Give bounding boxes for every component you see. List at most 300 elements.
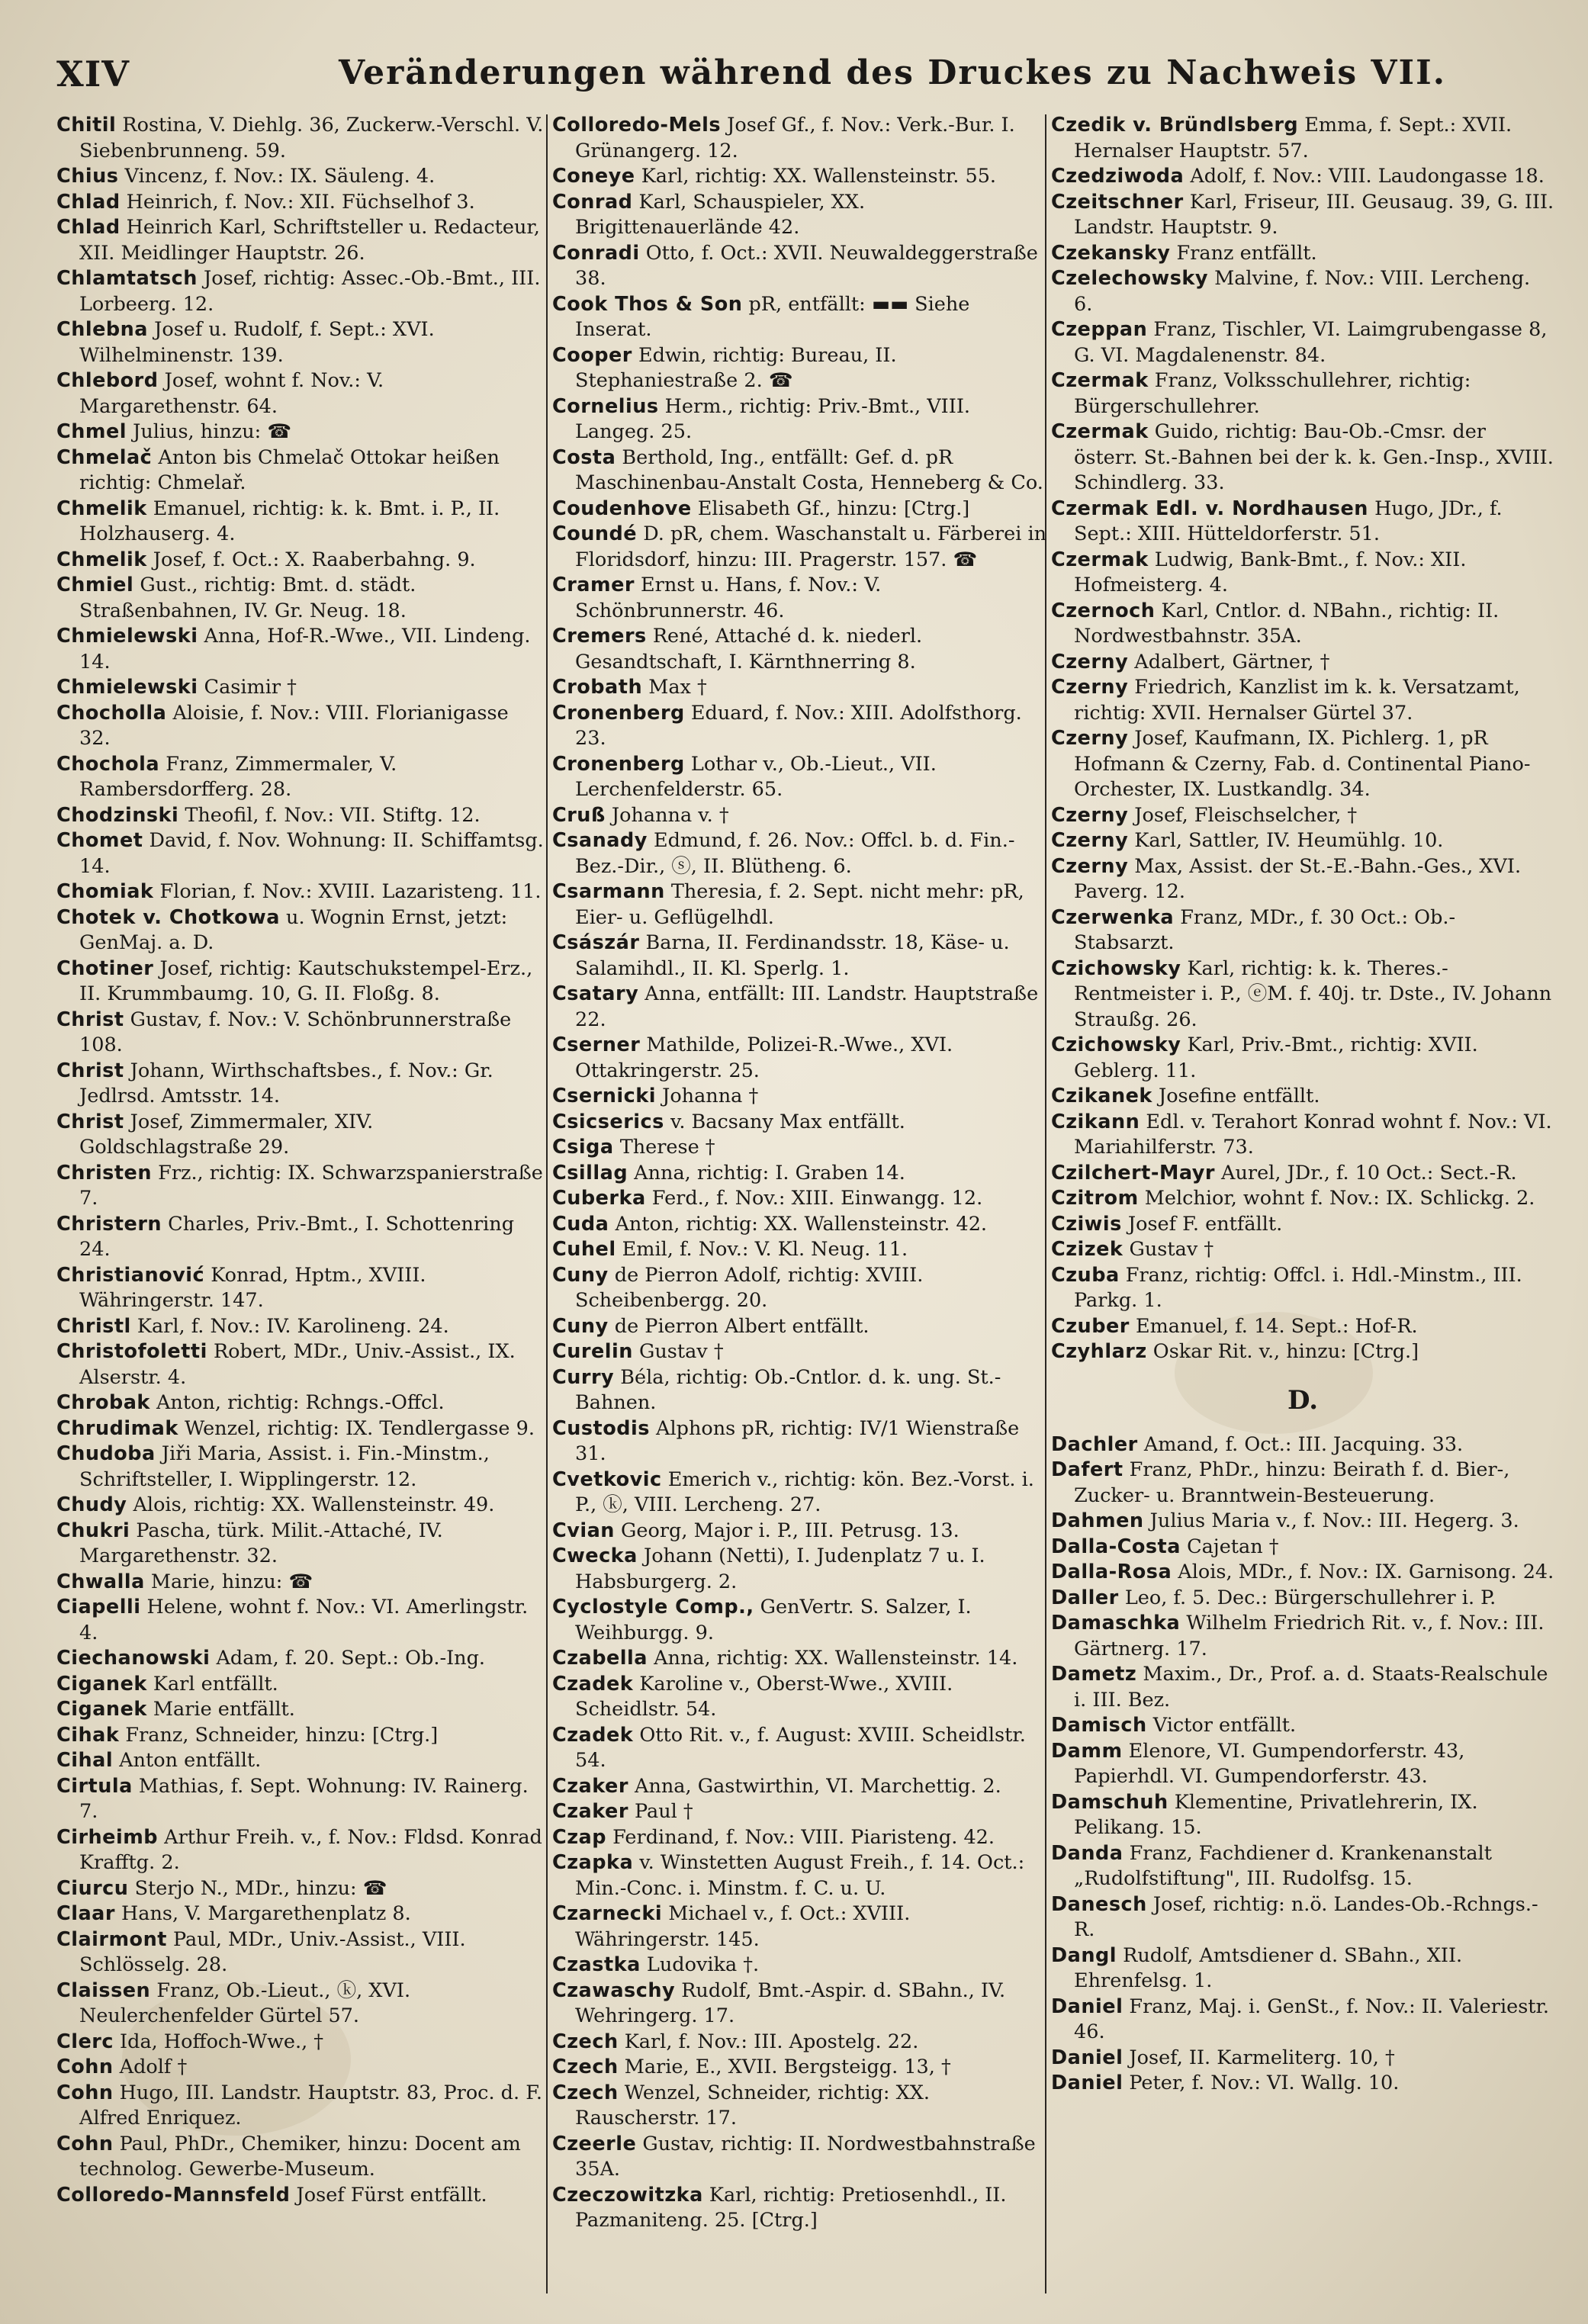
directory-entry (56, 1161, 545, 1212)
entry-surname: Czizek (1051, 1238, 1123, 1261)
directory-entry (1051, 650, 1554, 676)
entry-surname: Chrobak (56, 1391, 150, 1414)
entry-details: Emanuel, f. 14. Sept.: Hof-R. (1129, 1314, 1418, 1338)
entry-surname: Damschuh (1051, 1790, 1168, 1814)
directory-entry (1051, 190, 1554, 241)
entry-details: Franz, richtig: Offcl. i. Hdl.-Minstm., III. Parkg. 1. (1074, 1263, 1522, 1312)
directory-entry (552, 1850, 1048, 1901)
entry-surname: Cwecka (552, 1545, 638, 1567)
directory-entry (56, 1901, 545, 1927)
entry-surname: Clairmont (56, 1927, 167, 1951)
entry-details: Josef, Fleischselcher, † (1128, 803, 1358, 827)
entry-surname: Czedziwoda (1051, 165, 1185, 188)
entry-details: Julius Maria v., f. Nov.: III. Hegerg. 3. (1143, 1509, 1519, 1532)
entry-details: Helene, wohnt f. Nov.: VI. Amerlingstr. 4. (79, 1596, 529, 1644)
directory-entry (1051, 419, 1554, 497)
entry-surname: Cuda (552, 1212, 609, 1236)
entry-details: Wenzel, Schneider, richtig: XX. Rauscherstr. 17. (575, 2081, 931, 2130)
directory-entry (1051, 164, 1554, 190)
entry-surname: Cziwis (1051, 1212, 1122, 1236)
entry-details: Karl, f. Nov.: III. Apostelg. 22. (618, 2030, 919, 2053)
directory-entry (552, 113, 1048, 164)
directory-entry (56, 1697, 545, 1723)
entry-details: Johanna † (655, 1085, 759, 1107)
entry-surname: Czichowsky (1051, 1033, 1181, 1056)
directory-entry (552, 394, 1048, 445)
entry-details: Leo, f. 5. Dec.: Bürgerschullehrer i. P. (1118, 1586, 1496, 1609)
directory-entry (552, 828, 1048, 879)
entry-surname: Czawaschy (552, 1978, 676, 2002)
directory-entry (552, 879, 1048, 931)
entry-surname: Czarnecki (552, 1902, 663, 1925)
directory-entry (56, 445, 545, 497)
entry-details: Rostina, V. Diehlg. 36, Zuckerw.-Verschl. V. Siebenbrunneng. 59. (79, 114, 544, 162)
entry-surname: Costa (552, 445, 616, 469)
entry-details: Casimir † (198, 676, 297, 699)
entry-surname: Cruß (552, 803, 606, 827)
entry-details: Aloisie, f. Nov.: VIII. Florianigasse 32. (79, 701, 509, 750)
entry-surname: Chmelik (56, 497, 147, 520)
directory-entry (552, 2081, 1048, 2132)
directory-entry (552, 1263, 1048, 1314)
entry-details: Franz, Zimmermaler, V. Rambersdorfferg. 28. (79, 752, 397, 801)
directory-entry (552, 1467, 1048, 1519)
directory-entry (1051, 497, 1554, 548)
entry-surname: Chmelač (56, 445, 153, 469)
directory-entry (552, 522, 1048, 573)
entry-details: Marie entfällt. (146, 1698, 295, 1721)
entry-details: Rudolf, Amtsdiener d. SBahn., XII. Ehrenfelsg. 1. (1074, 1943, 1463, 1992)
entry-details: Oskar Rit. v., hinzu: [Ctrg.] (1146, 1340, 1419, 1363)
entry-details: Pascha, türk. Milit.-Attaché, IV. Margarethenstr. 32. (79, 1519, 443, 1567)
directory-entry (552, 1161, 1048, 1187)
directory-entry (56, 1212, 545, 1263)
directory-entry (1051, 828, 1554, 854)
entry-details: Jiři Maria, Assist. i. Fin.-Minstm., Schriftsteller, I. Wipplingerstr. 12. (79, 1442, 490, 1491)
directory-entry (1051, 1790, 1554, 1841)
entry-surname: Dafert (1051, 1458, 1123, 1481)
running-title: Veränderungen während des Druckes zu Nachweis VII. (339, 53, 1447, 92)
directory-entry (56, 1519, 545, 1570)
entry-details: Anton entfällt. (113, 1749, 262, 1772)
directory-entry (56, 828, 545, 879)
entry-surname: Chmiel (56, 574, 134, 596)
directory-entry (56, 701, 545, 752)
entry-surname: Czech (552, 2030, 619, 2053)
directory-entry (1051, 2046, 1554, 2072)
directory-entry (1051, 1995, 1554, 2046)
directory-entry (1051, 1586, 1554, 1612)
directory-entry (552, 1365, 1048, 1416)
directory-entry (552, 343, 1048, 394)
directory-entry (1051, 1110, 1554, 1161)
entry-details: Karl, Cntlor. d. NBahn., richtig: II. Nordwestbahnstr. 35A. (1074, 599, 1500, 648)
entry-surname: Cuny (552, 1263, 609, 1287)
entry-details: Franz, Fachdiener d. Krankenanstalt „Rudolfstiftung", III. Rudolfsg. 15. (1074, 1841, 1492, 1890)
entry-details: Max † (642, 676, 707, 699)
entry-details: Emerich v., richtig: kön. Bez.-Vorst. i. P., ⓚ, VIII. Lercheng. 27. (575, 1467, 1034, 1516)
entry-surname: Cornelius (552, 394, 659, 418)
entry-details: Elisabeth Gf., hinzu: [Ctrg.] (691, 497, 970, 520)
entry-details: Victor entfällt. (1146, 1714, 1297, 1737)
entry-details: Michael v., f. Oct.: XVIII. Währingerstr. 145. (575, 1902, 911, 1951)
entry-surname: Czichowsky (1051, 956, 1181, 980)
entry-surname: Damaschka (1051, 1612, 1181, 1635)
entry-surname: Cuhel (552, 1238, 616, 1261)
directory-entry (1051, 854, 1554, 905)
entry-surname: Csatary (552, 982, 639, 1005)
entry-details: Barna, II. Ferdinandsstr. 18, Käse- u. Salamihdl., II. Kl. Sperlg. 1. (575, 931, 1010, 980)
directory-entry (56, 497, 545, 548)
entry-surname: Danesch (1051, 1892, 1147, 1916)
directory-entry (1051, 1713, 1554, 1739)
directory-entry (552, 1519, 1048, 1545)
entry-surname: Cihak (56, 1723, 120, 1747)
entry-details: Anna, entfällt: III. Landstr. Hauptstraße 22. (575, 982, 1039, 1031)
entry-surname: Danda (1051, 1841, 1123, 1865)
entry-details: Edwin, richtig: Bureau, II. Stephaniestraße 2. ☎ (575, 343, 897, 392)
entry-surname: Czermak (1051, 369, 1149, 392)
entry-surname: Czilchert-Mayr (1051, 1161, 1215, 1185)
directory-entry (56, 1008, 545, 1059)
entry-surname: Curry (552, 1365, 615, 1389)
entry-surname: Czermak (1051, 548, 1149, 571)
entry-details: Adam, f. 20. Sept.: Ob.-Ing. (210, 1647, 485, 1670)
entry-surname: Cramer (552, 574, 635, 596)
entry-surname: Czaker (552, 1774, 628, 1798)
entry-surname: Czeppan (1051, 318, 1148, 341)
entry-details: Emil, f. Nov.: V. Kl. Neug. 11. (616, 1238, 908, 1261)
entry-details: Franz, Ob.-Lieut., ⓚ, XVI. Neulerchenfelder Gürtel 57. (79, 1978, 411, 2027)
entry-details: pR, entfällt: ▬▬ Siehe Inserat. (575, 292, 970, 341)
entry-surname: Cihal (56, 1749, 114, 1772)
directory-entry (56, 752, 545, 803)
entry-surname: Clerc (56, 2030, 114, 2053)
entry-surname: Czerny (1051, 803, 1129, 827)
entry-details: Theofil, f. Nov.: VII. Stiftg. 12. (178, 803, 481, 827)
entry-details: Alphons pR, richtig: IV/1 Wienstraße 31. (575, 1416, 1020, 1465)
entry-details: Adolf, f. Nov.: VIII. Laudongasse 18. (1184, 165, 1545, 188)
entry-surname: Cuny (552, 1314, 609, 1338)
entry-surname: Chlamtatsch (56, 267, 198, 290)
directory-entry (1051, 1458, 1554, 1509)
entry-details: Karl, richtig: k. k. Theres.-Rentmeister i. P., ⓔM. f. 40j. tr. Dste., IV. Johann Straußg. 26. (1074, 956, 1552, 1031)
directory-entry (1051, 1263, 1554, 1314)
entry-details: Otto, f. Oct.: XVII. Neuwaldeggerstraße 38. (575, 241, 1038, 290)
entry-surname: Csanady (552, 829, 648, 852)
column-1 (56, 113, 545, 2293)
entry-surname: Chmelik (56, 548, 147, 571)
entry-details: Gustav † (1123, 1238, 1214, 1261)
entry-surname: Chotiner (56, 956, 154, 980)
entry-surname: Czerny (1051, 727, 1129, 750)
directory-entry (56, 1442, 545, 1493)
directory-entry (56, 548, 545, 574)
entry-surname: Damm (1051, 1739, 1123, 1763)
column-divider (546, 114, 548, 2293)
entry-details: Berthold, Ing., entfällt: Gef. d. pR Maschinenbau-Anstalt Costa, Henneberg & Co. (575, 445, 1043, 494)
entry-surname: Chocholla (56, 701, 167, 725)
entry-details: Josef, Kaufmann, IX. Pichlerg. 1, pR Hofmann & Czerny, Fab. d. Continental Piano-Orchester, IX. Lustkandlg. 34. (1074, 727, 1531, 801)
entry-surname: Coudenhove (552, 497, 692, 520)
entry-surname: Czyhlarz (1051, 1340, 1147, 1363)
entry-surname: Czap (552, 1825, 607, 1849)
directory-entry (1051, 1339, 1554, 1365)
page-header (56, 53, 1544, 107)
entry-details: D. pR, chem. Waschanstalt u. Färberei in Floridsdorf, hinzu: III. Pragerstr. 157. ☎ (575, 522, 1047, 571)
entry-surname: Cirheimb (56, 1825, 159, 1849)
entry-details: u. Wognin Ernst, jetzt: GenMaj. a. D. (79, 905, 508, 954)
entry-details: Josefine entfällt. (1152, 1085, 1320, 1107)
directory-entry (56, 803, 545, 829)
directory-entry (1051, 1611, 1554, 1662)
entry-surname: Coneye (552, 165, 635, 188)
entry-details: Julius, hinzu: ☎ (126, 420, 292, 443)
entry-surname: Czech (552, 2081, 619, 2104)
entry-details: Paul † (628, 1800, 693, 1823)
directory-entry (56, 1314, 545, 1340)
entry-surname: Daniel (1051, 1995, 1123, 2018)
directory-entry (1051, 1535, 1554, 1561)
entry-details: Karl, Friseur, III. Geusaug. 39, G. III. Landstr. Hauptstr. 9. (1074, 190, 1554, 239)
entry-details: Peter, f. Nov.: VI. Wallg. 10. (1123, 2072, 1400, 2094)
entry-details: Theresia, f. 2. Sept. nicht mehr: pR, Eier- u. Geflügelhdl. (575, 880, 1024, 929)
directory-entry (1051, 1237, 1554, 1263)
directory-entry (552, 624, 1048, 675)
entry-surname: Cronenberg (552, 752, 685, 776)
entry-surname: Christofoletti (56, 1340, 207, 1363)
entry-surname: Chudy (56, 1493, 127, 1516)
entry-details: Ferdinand, f. Nov.: VIII. Piaristeng. 42. (606, 1825, 995, 1849)
entry-surname: Christ (56, 1008, 124, 1031)
directory-entry (552, 1825, 1048, 1851)
directory-entry (552, 701, 1048, 752)
entry-surname: Dachler (1051, 1432, 1138, 1456)
entry-details: Karl, f. Nov.: IV. Karolineng. 24. (130, 1314, 449, 1338)
directory-entry (552, 1416, 1048, 1467)
entry-details: v. Winstetten August Freih., f. 14. Oct.: Min.-Conc. i. Minstm. f. C. u. U. (575, 1851, 1025, 1900)
directory-entry (552, 1646, 1048, 1672)
directory-entry (552, 164, 1048, 190)
entry-details: René, Attaché d. k. niederl. Gesandtschaft, I. Kärnthnerring 8. (575, 625, 923, 673)
entry-details: Anna, Hof-R.-Wwe., VII. Lindeng. 14. (79, 625, 531, 673)
entry-surname: Dalla-Costa (1051, 1535, 1181, 1558)
directory-entry (1051, 1739, 1554, 1790)
entry-surname: Conradi (552, 241, 640, 265)
entry-details: Hans, V. Margarethenplatz 8. (114, 1902, 411, 1925)
entry-surname: Csiga (552, 1136, 614, 1159)
directory-entry (552, 982, 1048, 1033)
directory-entry (56, 1825, 545, 1876)
entry-details: Alois, MDr., f. Nov.: IX. Garnisong. 24. (1172, 1561, 1554, 1583)
entry-surname: Czeitschner (1051, 190, 1184, 214)
directory-entry (56, 1390, 545, 1416)
entry-surname: Coundé (552, 522, 638, 545)
entry-details: Vincenz, f. Nov.: IX. Säuleng. 4. (118, 165, 436, 188)
entry-details: Otto Rit. v., f. August: XVIII. Scheidlstr. 54. (575, 1723, 1026, 1772)
directory-entry (1051, 266, 1554, 317)
directory-entry (552, 1595, 1048, 1646)
directory-entry (552, 190, 1048, 241)
directory-entry (56, 1978, 545, 2030)
directory-entry (552, 2132, 1048, 2183)
entry-surname: Czermak Edl. v. Nordhausen (1051, 497, 1368, 520)
entry-surname: Czerny (1051, 650, 1129, 673)
entry-surname: Daniel (1051, 2046, 1123, 2069)
entry-details: Franz, Volksschullehrer, richtig: Bürgerschullehrer. (1074, 369, 1471, 418)
entry-details: Eduard, f. Nov.: XIII. Adolfsthorg. 23. (575, 701, 1022, 750)
entry-surname: Chmielewski (56, 676, 198, 699)
directory-entry (56, 624, 545, 675)
entry-details: Therese † (613, 1136, 715, 1159)
directory-entry (1051, 1432, 1554, 1458)
entry-surname: Czerny (1051, 829, 1129, 852)
entry-details: Friedrich, Kanzlist im k. k. Versatzamt, richtig: XVII. Hernalser Gürtel 37. (1074, 676, 1520, 725)
entry-details: Karl, Priv.-Bmt., richtig: XVII. Geblerg. 11. (1074, 1033, 1478, 1082)
entry-details: Malvine, f. Nov.: VIII. Lercheng. 6. (1074, 267, 1531, 316)
entry-details: Franz, MDr., f. 30 Oct.: Ob.-Stabsarzt. (1074, 905, 1456, 954)
entry-surname: Czastka (552, 1953, 641, 1976)
entry-surname: Chlebna (56, 318, 149, 341)
directory-entry (1051, 1841, 1554, 1892)
directory-entry (552, 1084, 1048, 1110)
entry-surname: Christl (56, 1314, 131, 1338)
directory-entry (56, 905, 545, 956)
entry-details: Josef Fürst entfällt. (290, 2183, 487, 2207)
entry-surname: Cooper (552, 343, 632, 367)
directory-entry (1051, 1033, 1554, 1084)
entry-surname: Czech (552, 2056, 619, 2078)
entry-details: Konrad, Hptm., XVIII. Währingerstr. 147. (79, 1263, 426, 1312)
entry-surname: Chudoba (56, 1442, 156, 1465)
entry-details: Heinrich Karl, Schriftsteller u. Redacteur, XII. Meidlinger Hauptstr. 26. (79, 216, 540, 265)
directory-entry (552, 241, 1048, 292)
directory-entry (1051, 2071, 1554, 2097)
directory-entry (56, 1493, 545, 1519)
entry-surname: Cuberka (552, 1187, 646, 1210)
entry-surname: Császár (552, 931, 640, 954)
entry-surname: Csernicki (552, 1085, 656, 1107)
directory-entry (552, 445, 1048, 497)
column-2 (552, 113, 1048, 2293)
entry-surname: Claar (56, 1902, 115, 1925)
entry-surname: Chukri (56, 1519, 130, 1542)
directory-entry (56, 368, 545, 419)
directory-entry (56, 1876, 545, 1902)
entry-details: Aurel, JDr., f. 10 Oct.: Sect.-R. (1214, 1161, 1517, 1185)
entry-surname: Cronenberg (552, 701, 685, 725)
entry-surname: Conrad (552, 190, 633, 214)
directory-entry (552, 931, 1048, 982)
entry-surname: Chlad (56, 190, 121, 214)
entry-surname: Czelechowsky (1051, 267, 1208, 290)
entry-surname: Chlad (56, 216, 121, 239)
directory-entry (56, 675, 545, 701)
entry-surname: Csarmann (552, 880, 665, 903)
entry-details: Guido, richtig: Bau-Ob.-Cmsr. der österr. St.-Bahnen bei der k. k. Gen.-Insp., XVIII. Schindlerg. 33. (1074, 420, 1554, 494)
entry-surname: Claissen (56, 1978, 151, 2002)
directory-entry (1051, 1560, 1554, 1586)
entry-surname: Czerny (1051, 854, 1129, 878)
entry-details: Ludwig, Bank-Bmt., f. Nov.: XII. Hofmeisterg. 4. (1074, 548, 1467, 596)
entry-details: Josef, II. Karmeliterg. 10, † (1123, 2046, 1395, 2069)
entry-details: Melchior, wohnt f. Nov.: IX. Schlickg. 2. (1138, 1187, 1535, 1210)
directory-entry (552, 1033, 1048, 1084)
entry-details: Mathias, f. Sept. Wohnung: IV. Rainerg. 7. (79, 1774, 529, 1823)
entry-surname: Cohn (56, 2081, 114, 2104)
directory-entry (1051, 1161, 1554, 1187)
directory-entry (56, 1263, 545, 1314)
directory-entry (56, 1110, 545, 1161)
entry-details: Edmund, f. 26. Nov.: Offcl. b. d. Fin.-Bez.-Dir., ⓢ, II. Blütheng. 6. (575, 829, 1015, 878)
directory-entry (56, 1748, 545, 1774)
entry-surname: Christern (56, 1212, 162, 1236)
entry-details: Robert, MDr., Univ.-Assist., IX. Alserstr. 4. (79, 1340, 516, 1389)
entry-details: Anna, richtig: I. Graben 14. (628, 1161, 905, 1185)
directory-entry (56, 956, 545, 1008)
directory-entry (56, 190, 545, 216)
entry-surname: Czikann (1051, 1110, 1140, 1133)
directory-entry (56, 879, 545, 905)
entry-surname: Ciurcu (56, 1876, 129, 1900)
entry-details: Josef, f. Oct.: X. Raaberbahng. 9. (146, 548, 476, 571)
entry-surname: Custodis (552, 1416, 650, 1440)
directory-entry (1051, 1662, 1554, 1713)
entry-details: Mathilde, Polizei-R.-Wwe., XVI. Ottakringerstr. 25. (575, 1033, 953, 1082)
entry-surname: Ciechanowski (56, 1647, 211, 1670)
directory-entry (56, 317, 545, 368)
directory-entry (552, 497, 1048, 522)
entry-surname: Christen (56, 1161, 153, 1185)
section-letter-heading: D. (1287, 1384, 1319, 1416)
entry-details: Gustav, f. Nov.: V. Schönbrunnerstraße 108. (79, 1008, 512, 1056)
entry-surname: Czermak (1051, 420, 1149, 443)
entry-details: Elenore, VI. Gumpendorferstr. 43, Papierhdl. VI. Gumpendorferstr. 43. (1074, 1739, 1465, 1788)
entry-surname: Chwalla (56, 1570, 145, 1593)
entry-details: Josef Gf., f. Nov.: Verk.-Bur. I. Grünangerg. 12. (575, 114, 1015, 162)
directory-entry (1051, 1314, 1554, 1340)
directory-entry (552, 1672, 1048, 1723)
entry-surname: Czaker (552, 1800, 628, 1823)
entry-surname: Czuba (1051, 1263, 1120, 1287)
entry-details: Josef, wohnt f. Nov.: V. Margarethenstr. 64. (79, 369, 384, 418)
directory-entry (1051, 905, 1554, 956)
entry-details: de Pierron Adolf, richtig: XVIII. Scheibenbergg. 20. (575, 1263, 924, 1312)
entry-details: Gustav † (632, 1340, 724, 1363)
entry-details: Karl, Sattler, IV. Heumühlg. 10. (1128, 829, 1444, 852)
directory-entry (552, 573, 1048, 624)
entry-surname: Daniel (1051, 2072, 1123, 2094)
entry-surname: Czerny (1051, 676, 1129, 699)
entry-details: Sterjo N., MDr., hinzu: ☎ (128, 1876, 387, 1900)
entry-surname: Damisch (1051, 1714, 1147, 1737)
entry-surname: Dahmen (1051, 1509, 1144, 1532)
entry-surname: Chrudimak (56, 1416, 178, 1440)
entry-surname: Colloredo-Mannsfeld (56, 2183, 291, 2207)
entry-details: Karl entfällt. (146, 1672, 278, 1696)
entry-details: Klementine, Privatlehrerin, IX. Pelikang. 15. (1074, 1790, 1478, 1839)
entry-surname: Czeerle (552, 2132, 637, 2155)
entry-details: Anton, richtig: Rchngs.-Offcl. (149, 1391, 445, 1414)
entry-details: Georg, Major i. P., III. Petrusg. 13. (614, 1519, 960, 1542)
entry-details: Franz, Maj. i. GenSt., f. Nov.: II. Valeriestr. 46. (1074, 1995, 1550, 2043)
entry-surname: Czerwenka (1051, 905, 1175, 929)
entry-details: Béla, richtig: Ob.-Cntlor. d. k. ung. St.-Bahnen. (575, 1365, 1001, 1414)
directory-entry (56, 1059, 545, 1110)
entry-details: Ida, Hoffoch-Wwe., † (113, 2030, 324, 2053)
entry-details: Heinrich, f. Nov.: XII. Füchselhof 3. (120, 190, 475, 214)
directory-entry (552, 292, 1048, 343)
